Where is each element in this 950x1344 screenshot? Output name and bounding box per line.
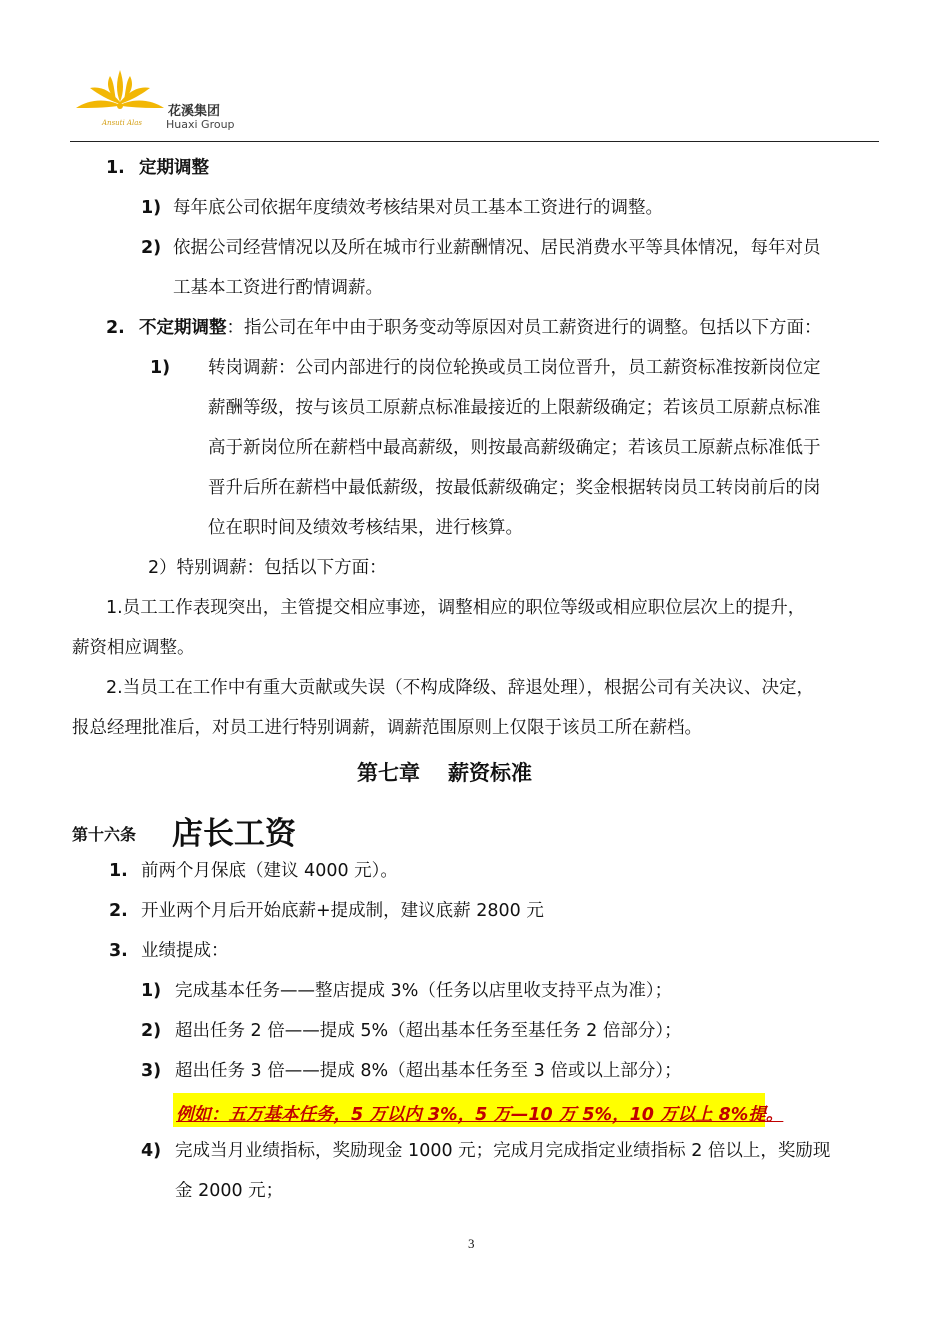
header-divider [70,141,879,142]
section-number: 1. [106,158,125,178]
section-description: ：指公司在年中由于职务变动等原因对员工薪资进行的调整。包括以下方面： [226,318,822,338]
chapter-title: 薪资标准 [448,761,532,785]
example-text: 例如：五万基本任务，5 万以内 3%，5 万—10 万 5%，10 万以上 8%提。 [176,1105,784,1125]
list-marker: 1) [141,981,162,1001]
special-adjustment-heading: 2）特别调薪：包括以下方面： [148,558,387,578]
huaxi-logo [70,62,170,132]
list-marker: 2) [141,1021,162,1041]
transfer-line: 晋升后所在薪档中最低薪级，按最低薪级确定；奖金根据转岗员工转岗前后的岗 [208,478,821,498]
section-title: 定期调整 [139,158,209,178]
list-marker: 2. [109,901,128,921]
commission-item: 超出任务 3 倍——提成 8%（超出基本任务至 3 倍或以上部分）； [175,1061,682,1081]
list-item-continued: 工基本工资进行酌情调薪。 [173,278,383,298]
paragraph-line: 2.当员工在工作中有重大贡献或失误（不构成降级、辞退处理），根据公司有关决议、决定， [106,678,814,698]
commission-item: 完成基本任务——整店提成 3%（任务以店里收支持平点为准）； [175,981,673,1001]
chapter-number: 第七章 [357,761,420,785]
list-item: 依据公司经营情况以及所在城市行业薪酬情况、居民消费水平等具体情况，每年对员 [173,238,821,258]
commission-item: 超出任务 2 倍——提成 5%（超出基本任务至基任务 2 倍部分）； [175,1021,682,1041]
transfer-line: 高于新岗位所在薪档中最高薪级，则按最高薪级确定；若该员工原薪点标准低于 [208,438,821,458]
svg-text:Ansuti Alas: Ansuti Alas [102,119,143,127]
article-title: 店长工资 [172,816,296,852]
list-marker: 1. [109,861,128,881]
list-marker: 4) [141,1141,162,1161]
list-marker: 2) [141,238,162,258]
page-number: 3 [468,1236,475,1251]
paragraph-line: 1.员工工作表现突出，主管提交相应事迹，调整相应的职位等级或相应职位层次上的提升， [106,598,806,618]
section-title: 不定期调整 [139,318,227,338]
brand-name-cn: 花溪集团 [168,104,221,119]
list-marker: 3) [141,1061,162,1081]
lotus-logo-icon [70,62,170,132]
article-number: 第十六条 [72,825,137,844]
paragraph-line: 报总经理批准后，对员工进行特别调薪，调薪范围原则上仅限于该员工所在薪档。 [72,718,702,738]
transfer-line: 薪酬等级，按与该员工原薪点标准最接近的上限薪级确定；若该员工原薪点标准 [208,398,821,418]
reward-item: 完成当月业绩指标，奖励现金 1000 元；完成月完成指定业绩指标 2 倍以上，奖励现 [175,1141,831,1161]
list-marker: 1) [141,198,162,218]
list-item: 业绩提成： [141,941,229,961]
list-item: 前两个月保底（建议 4000 元）。 [141,861,398,881]
transfer-line: 位在职时间及绩效考核结果，进行核算。 [208,518,523,538]
brand-name-en: Huaxi Group [166,118,235,131]
list-item: 开业两个月后开始底薪+提成制，建议底薪 2800 元 [141,901,544,921]
transfer-line: 转岗调薪：公司内部进行的岗位轮换或员工岗位晋升，员工薪资标准按新岗位定 [208,358,821,378]
section-paragraph [139,320,822,338]
list-item: 每年底公司依据年度绩效考核结果对员工基本工资进行的调整。 [173,198,663,218]
list-marker: 3. [109,941,128,961]
chapter-heading [357,757,532,787]
reward-item-continued: 金 2000 元； [175,1181,284,1201]
paragraph-line: 薪资相应调整。 [72,638,195,658]
section-number: 2. [106,318,125,338]
list-marker: 1) [150,358,171,378]
